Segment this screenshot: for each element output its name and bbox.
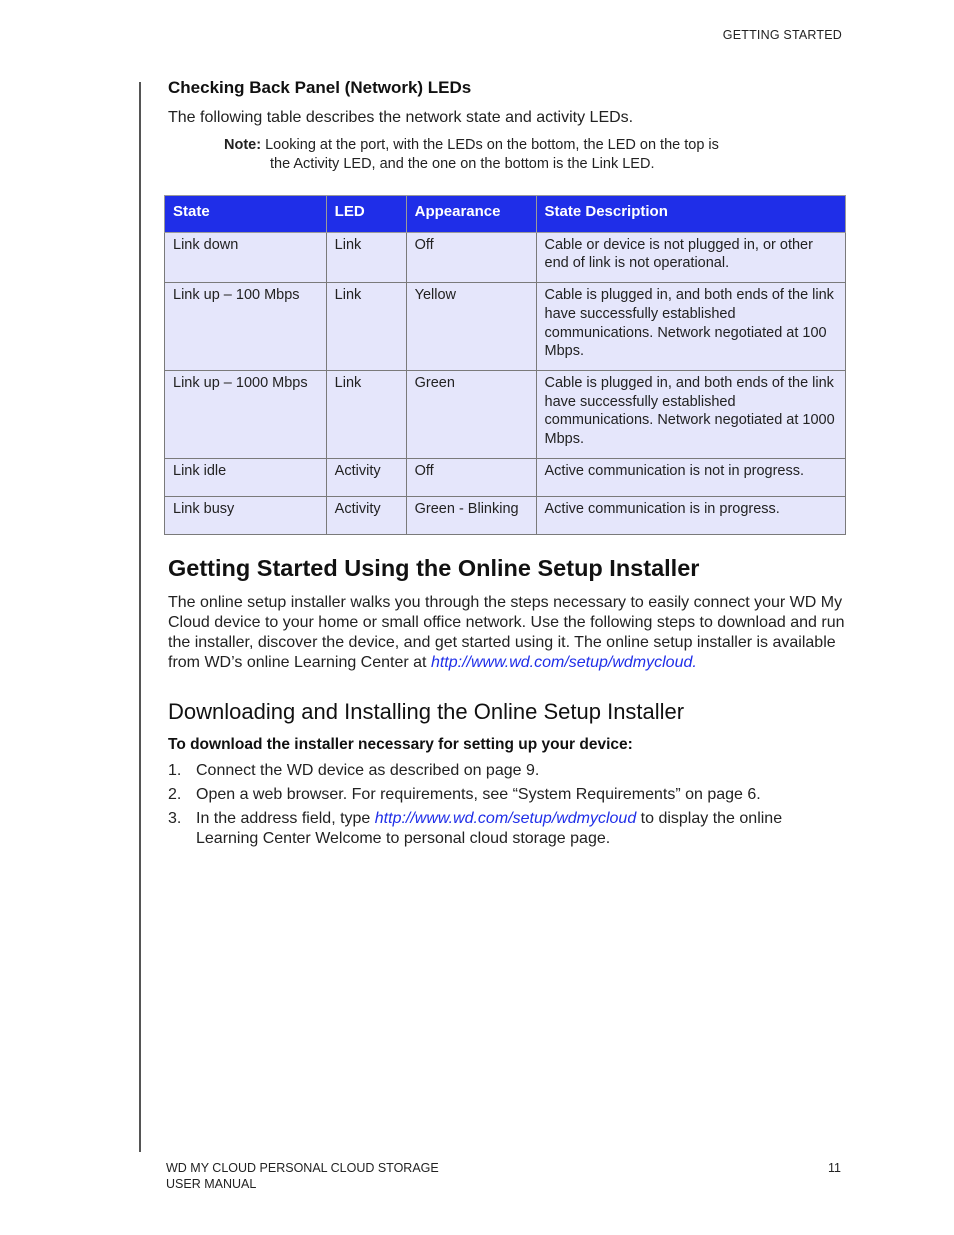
table-row: [165, 232, 846, 282]
cell-appearance: Green: [406, 370, 536, 458]
table-row: [165, 370, 846, 458]
step-text: Connect the WD device as described on page 9.: [196, 761, 540, 779]
cell-led: Link: [326, 283, 406, 371]
procedure-title: To download the installer necessary for setting up your device:: [168, 735, 633, 753]
steps-list: [168, 761, 848, 849]
col-header-description: State Description: [536, 196, 845, 233]
page-content: [168, 78, 848, 853]
online-setup-body: [168, 593, 848, 673]
footer-line2: USER MANUAL: [166, 1176, 257, 1191]
cell-description: Active communication is in progress.: [536, 496, 845, 534]
footer-title: [166, 1161, 439, 1192]
table-row: [165, 458, 846, 496]
col-header-state: State: [165, 196, 327, 233]
cell-led: Activity: [326, 496, 406, 534]
list-item: [168, 761, 848, 781]
learning-center-link[interactable]: http://www.wd.com/setup/wdmycloud.: [430, 653, 697, 671]
cell-led: Activity: [326, 458, 406, 496]
col-header-appearance: Appearance: [406, 196, 536, 233]
list-item: [168, 785, 848, 805]
section-heading-download: Downloading and Installing the Online Setup Installer: [168, 698, 685, 724]
cell-description: Cable is plugged in, and both ends of the link have successfully established communications. Network negotiated at 1000 Mbps.: [536, 370, 845, 458]
online-setup-text: The online setup installer walks you through the steps necessary to easily connect your WD My Cloud device to your home or small office network. Use the following steps to download and run the installer, discover the device, and get started using it. The online setup installer is available from WD’s online Learning Center at: [168, 593, 845, 671]
cell-state: Link down: [165, 232, 327, 282]
note-text-line2: the Activity LED, and the one on the bottom is the Link LED.: [270, 156, 655, 172]
leds-intro: The following table describes the network state and activity LEDs.: [168, 109, 634, 126]
cell-description: Active communication is not in progress.: [536, 458, 845, 496]
margin-rule: [139, 82, 141, 1152]
list-item: [168, 809, 848, 849]
cell-appearance: Green - Blinking: [406, 496, 536, 534]
led-table: [164, 195, 846, 535]
cell-led: Link: [326, 370, 406, 458]
cell-description: Cable is plugged in, and both ends of the link have successfully established communications. Network negotiated at 100 Mbps.: [536, 283, 845, 371]
cell-appearance: Off: [406, 232, 536, 282]
step-text-pre: In the address field, type: [196, 809, 375, 827]
cell-state: Link busy: [165, 496, 327, 534]
running-header: GETTING STARTED: [722, 28, 842, 42]
step-text: Open a web browser. For requirements, see “System Requirements” on page 6.: [196, 785, 761, 803]
step-text-post: to display the online Learning Center Welcome to personal cloud storage page.: [196, 809, 783, 847]
step-number: 1.: [168, 761, 182, 779]
cell-appearance: Off: [406, 458, 536, 496]
section-heading-online-setup: Getting Started Using the Online Setup Installer: [168, 554, 700, 581]
footer-line1: WD MY CLOUD PERSONAL CLOUD STORAGE: [166, 1161, 439, 1175]
cell-state: Link up – 100 Mbps: [165, 283, 327, 371]
step-number: 3.: [168, 809, 182, 827]
section-heading-leds: Checking Back Panel (Network) LEDs: [168, 78, 472, 97]
table-row: [165, 496, 846, 534]
wdmycloud-setup-link[interactable]: http://www.wd.com/setup/wdmycloud: [374, 809, 637, 827]
cell-led: Link: [326, 232, 406, 282]
page-number: 11: [828, 1161, 841, 1175]
cell-state: Link idle: [165, 458, 327, 496]
note-block: [224, 136, 848, 174]
col-header-led: LED: [326, 196, 406, 233]
note-text-line1: Looking at the port, with the LEDs on the bottom, the LED on the top is: [265, 137, 719, 153]
table-row: [165, 283, 846, 371]
cell-description: Cable or device is not plugged in, or other end of link is not operational.: [536, 232, 845, 282]
table-header-row: [165, 196, 846, 233]
note-label: Note:: [224, 137, 262, 153]
cell-state: Link up – 1000 Mbps: [165, 370, 327, 458]
step-number: 2.: [168, 785, 182, 803]
cell-appearance: Yellow: [406, 283, 536, 371]
